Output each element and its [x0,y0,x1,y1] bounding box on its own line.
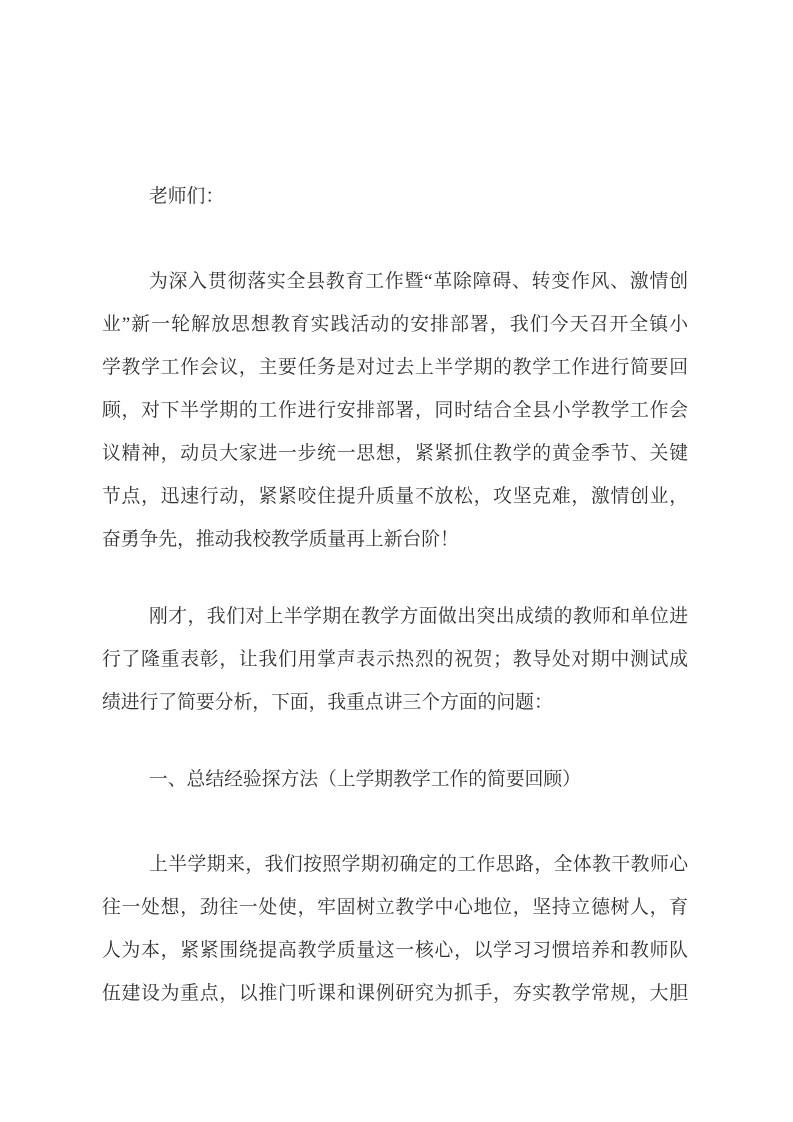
text-line: 人为本，紧紧围绕提高教学质量这一核心，以学习习惯培养和教师队 [102,940,688,961]
paragraph-review [102,843,688,1015]
text-line: 学教学工作会议，主要任务是对过去上半学期的教学工作进行简要回 [102,357,688,378]
section-heading: 一、总结经验探方法（上学期教学工作的简要回顾） [149,769,581,790]
paragraph-intro [102,260,688,561]
section-heading-block [102,758,688,801]
text-line: 奋勇争先，推动我校教学质量再上新台阶！ [102,529,459,550]
text-line: 为深入贯彻落实全县教育工作暨“革除障碍、转变作风、激情创 [149,271,688,292]
text-line: 顾，对下半学期的工作进行安排部署，同时结合全县小学教学工作会 [102,400,688,421]
text-line: 业”新一轮解放思想教育实践活动的安排部署，我们今天召开全镇小 [102,314,688,335]
text-line: 绩进行了简要分析，下面，我重点讲三个方面的问题： [102,692,553,713]
text-line: 节点，迅速行动，紧紧咬住提升质量不放松，攻坚克难，激情创业， [102,486,688,507]
text-line: 行了隆重表彰，让我们用掌声表示热烈的祝贺；教导处对期中测试成 [102,649,688,670]
text-line: 上半学期来，我们按照学期初确定的工作思路，全体教干教师心 [149,854,688,875]
paragraph-commendation [102,595,688,724]
text-line: 往一处想，劲往一处使，牢固树立教学中心地位，坚持立德树人，育 [102,897,688,918]
text-line: 伍建设为重点，以推门听课和课例研究为抓手，夯实教学常规，大胆 [102,983,688,1004]
salutation: 老师们： [149,186,225,207]
text-line: 议精神，动员大家进一步统一思想，紧紧抓住教学的黄金季节、关键 [102,443,688,464]
salutation-block [102,175,688,218]
text-line: 刚才，我们对上半学期在教学方面做出突出成绩的教师和单位进 [149,606,688,627]
